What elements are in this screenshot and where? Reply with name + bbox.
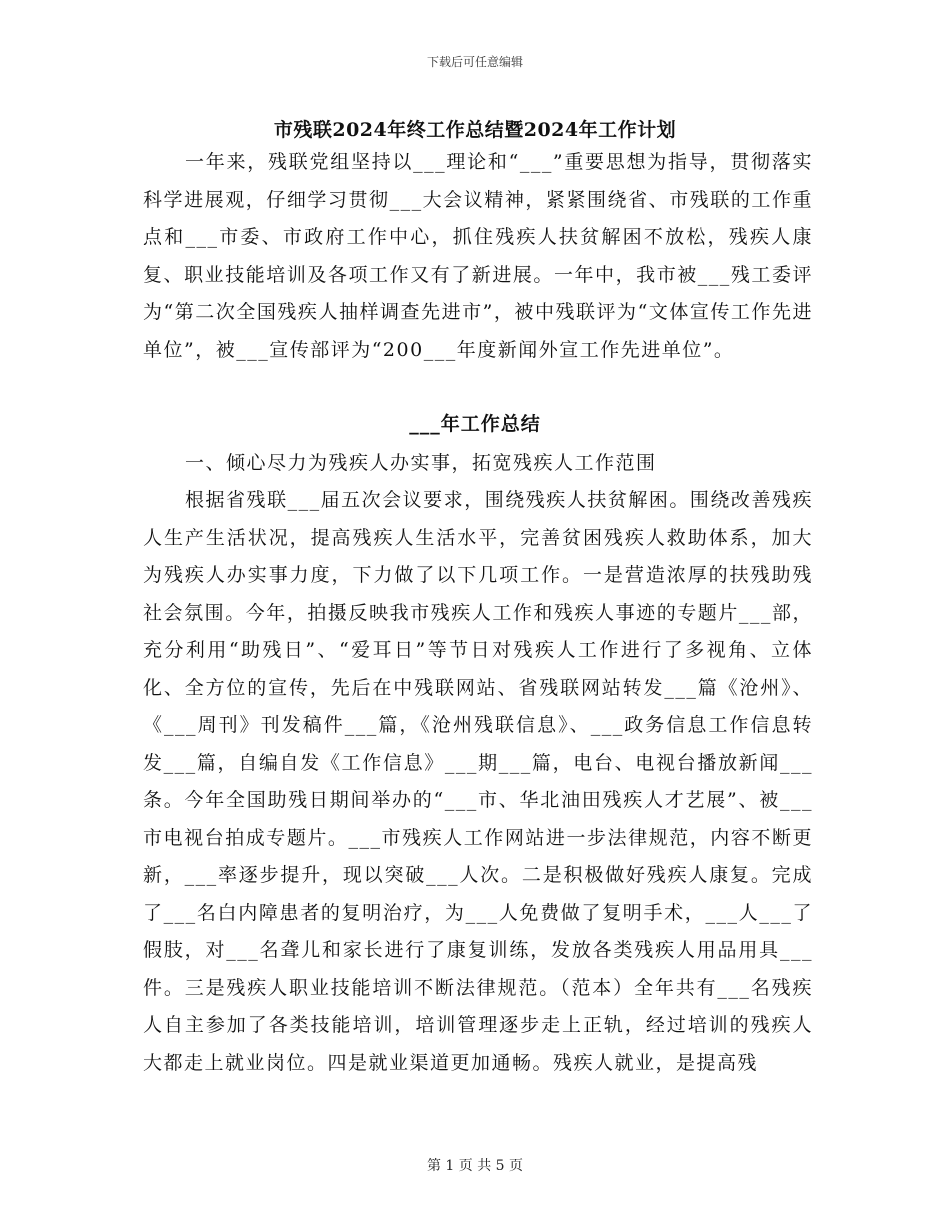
- document-title: 市残联2024年终工作总结暨2024年工作计划: [273, 119, 677, 141]
- main-paragraph: 根据省残联___届五次会议要求，围绕残疾人扶贫解困。围绕改善残疾人生产生活状况，提高残疾人生活水平，完善贫困残疾人救助体系，加大为残疾人办实事力度，下力做了以下几项工作。一是营造浓厚的扶残助残社会氛围。今年，拍摄反映我市残疾人工作和残疾人事迹的专题片___部，充分利用“助残日”、“爱耳日”等节日对残疾人工作进行了多视角、立体化、全方位的宣传，先后在中残联网站、省残联网站转发___篇《沧州》、《___周刊》刊发稿件___篇，《沧州残联信息》、___政务信息工作信息转发___篇，自编自发《工作信息》___期___篇，电台、电视台播放新闻___条。今年全国助残日期间举办的“___市、华北油田残疾人才艺展”、被___市电视台拍成专题片。___市残疾人工作网站进一步法律规范，内容不断更新，___率逐步提升，现以突破___人次。二是积极做好残疾人康复。完成了___名白内障患者的复明治疗，为___人免费做了复明手术，___人___了假肢，对___名聋儿和家长进行了康复训练，发放各类残疾人用品用具___件。三是残疾人职业技能培训不断法律规范。（范本）全年共有___名残疾人自主参加了各类技能培训，培训管理逐步走上正轨，经过培训的残疾人大都走上就业岗位。四是就业渠道更加通畅。残疾人就业，是提高残: [143, 489, 813, 1074]
- section-heading: ___年工作总结: [409, 413, 541, 435]
- intro-section: [143, 144, 813, 369]
- header-note: 下载后可任意编辑: [426, 55, 523, 69]
- main-section: [143, 482, 813, 1082]
- intro-paragraph: 一年来，残联党组坚持以___理论和“___”重要思想为指导，贯彻落实科学进展观，仔细学习贯彻___大会议精神，紧紧围绕省、市残联的工作重点和___市委、市政府工作中心，抓住残疾人扶贫解困不放松，残疾人康复、职业技能培训及各项工作又有了新进展。一年中，我市被___残工委评为“第二次全国残疾人抽样调查先进市”，被中残联评为“文体宣传工作先进单位”，被___宣传部评为“200___年度新闻外宣工作先进单位”。: [143, 151, 813, 361]
- subheading: 一、倾心尽力为残疾人办实事，拓宽残疾人工作范围: [185, 452, 657, 474]
- page-footer: 第 1 页 共 5 页: [426, 1158, 524, 1174]
- subheading-section: [143, 445, 813, 483]
